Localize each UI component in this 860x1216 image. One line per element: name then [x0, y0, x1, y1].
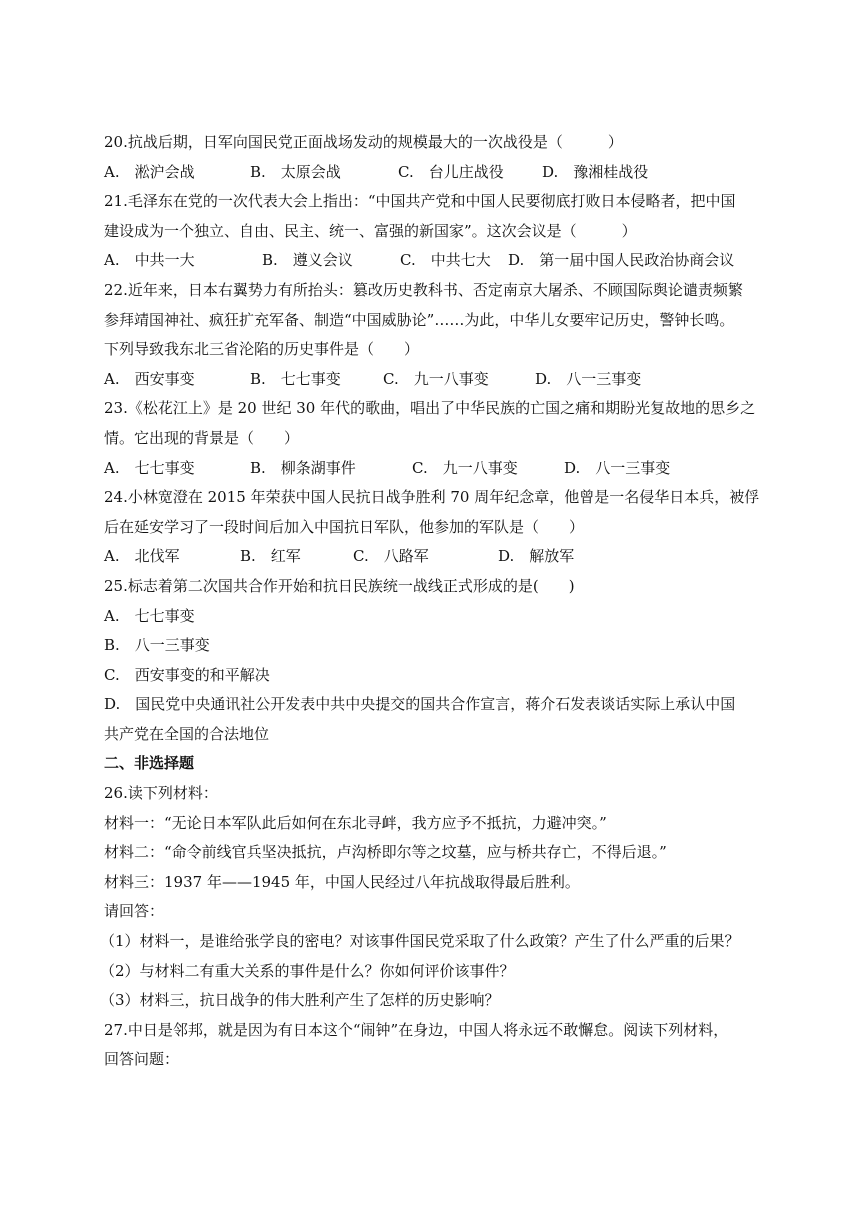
section-2-heading: 二、非选择题 [104, 754, 195, 773]
q23-option-c: C. 九一八事变 [412, 458, 518, 477]
q24-option-a: A. 北伐军 [104, 547, 180, 566]
question-27-stem-line-1: 27.中日是邻邦，就是因为有日本这个“闹钟”在身边，中国人将永远不敢懈怠。阅读下列材料， [104, 1020, 729, 1039]
q26-prompt: 请回答： [104, 902, 165, 921]
question-23-stem-line-2: 情。它出现的背景是（ ） [104, 428, 300, 447]
question-21-options [104, 246, 764, 276]
q24-option-b: B. 红军 [240, 547, 301, 566]
q24-option-d: D. 解放军 [498, 547, 575, 566]
question-23-options [104, 454, 764, 484]
q23-option-a: A. 七七事变 [104, 458, 195, 477]
q26-subquestion-3: （3）材料三，抗日战争的伟大胜利产生了怎样的历史影响？ [100, 991, 500, 1010]
question-24-stem-line-2: 后在延安学习了一段时间后加入中国抗日军队，他参加的军队是（ ） [104, 517, 585, 536]
q21-option-c: C. 中共七大 [400, 251, 491, 270]
q22-option-c: C. 九一八事变 [383, 369, 489, 388]
question-22-options [104, 365, 764, 395]
q25-option-a: A. 七七事变 [104, 606, 195, 625]
question-20-stem: 20.抗战后期，日军向国民党正面战场发动的规模最大的一次战役是（ ） [104, 133, 623, 151]
q24-option-c: C. 八路军 [353, 547, 429, 566]
q25-option-b: B. 八一三事变 [104, 636, 210, 655]
question-22-stem-line-3: 下列导致我东北三省沦陷的历史事件是（ ） [104, 340, 420, 359]
q25-option-d-continued: 共产党在全国的合法地位 [104, 724, 270, 743]
q26-subquestion-2: （2）与材料二有重大关系的事件是什么？你如何评价该事件？ [100, 961, 515, 980]
q26-material-3: 材料三：1937 年——1945 年，中国人民经过八年抗战取得最后胜利。 [104, 872, 580, 891]
q26-material-2: 材料二：“命令前线官兵坚决抵抗，卢沟桥即尔等之坟墓，应与桥共存亡，不得后退。” [104, 843, 667, 862]
q26-subquestion-1: （1）材料一，是谁给张学良的密电？对该事件国民党采取了什么政策？产生了什么严重的后果？ [100, 932, 740, 951]
question-22-stem-line-1: 22.近年来，日本右翼势力有所抬头：篡改历史教科书、否定南京大屠杀、不顾国际舆论谴责频繁 [104, 280, 743, 299]
q21-option-d: D. 第一届中国人民政治协商会议 [508, 251, 735, 270]
question-23-stem-line-1: 23.《松花江上》是 20 世纪 30 年代的歌曲，唱出了中华民族的亡国之痛和期盼光复故地的思乡之 [104, 399, 756, 418]
q25-option-d: D. 国民党中央通讯社公开发表中共中央提交的国共合作宣言，蒋介石发表谈话实际上承认中国 [104, 695, 736, 714]
q22-option-b: B. 七七事变 [250, 369, 341, 388]
q22-option-a: A. 西安事变 [104, 369, 195, 388]
q20-option-a: A. 淞沪会战 [104, 162, 195, 181]
question-24-stem-line-1: 24.小林宽澄在 2015 年荣获中国人民抗日战争胜利 70 周年纪念章，他曾是一名侵华日本兵，被俘 [104, 488, 760, 507]
q21-option-b: B. 遵义会议 [262, 251, 353, 270]
question-24-options [104, 542, 764, 572]
q20-option-b: B. 太原会战 [250, 162, 341, 181]
q20-option-d: D. 豫湘桂战役 [542, 162, 649, 181]
question-21-stem-line-1: 21.毛泽东在党的一次代表大会上指出：“中国共产党和中国人民要彻底打败日本侵略者，把中国 [104, 192, 736, 211]
q23-option-d: D. 八一三事变 [564, 458, 671, 477]
question-20-options [104, 158, 764, 188]
exam-page [100, 128, 764, 1075]
q20-option-c: C. 台儿庄战役 [398, 162, 504, 181]
question-27-stem-line-2: 回答问题： [104, 1050, 180, 1069]
question-25-stem: 25.标志着第二次国共合作开始和抗日民族统一战线正式形成的是( ) [104, 576, 575, 595]
question-22-stem-line-2: 参拜靖国神社、疯狂扩充军备、制造“中国威胁论”……为此，中华儿女要牢记历史，警钟长鸣。 [104, 310, 735, 329]
question-26-stem: 26.读下列材料： [104, 784, 218, 803]
q25-option-c: C. 西安事变的和平解决 [104, 665, 270, 684]
q22-option-d: D. 八一三事变 [535, 369, 642, 388]
q26-material-1: 材料一：“无论日本军队此后如何在东北寻衅，我方应予不抵抗，力避冲突。” [104, 813, 607, 832]
q21-option-a: A. 中共一大 [104, 251, 195, 270]
q23-option-b: B. 柳条湖事件 [250, 458, 356, 477]
question-21-stem-line-2: 建设成为一个独立、自由、民主、统一、富强的新国家”。这次会议是（ ） [104, 221, 637, 240]
